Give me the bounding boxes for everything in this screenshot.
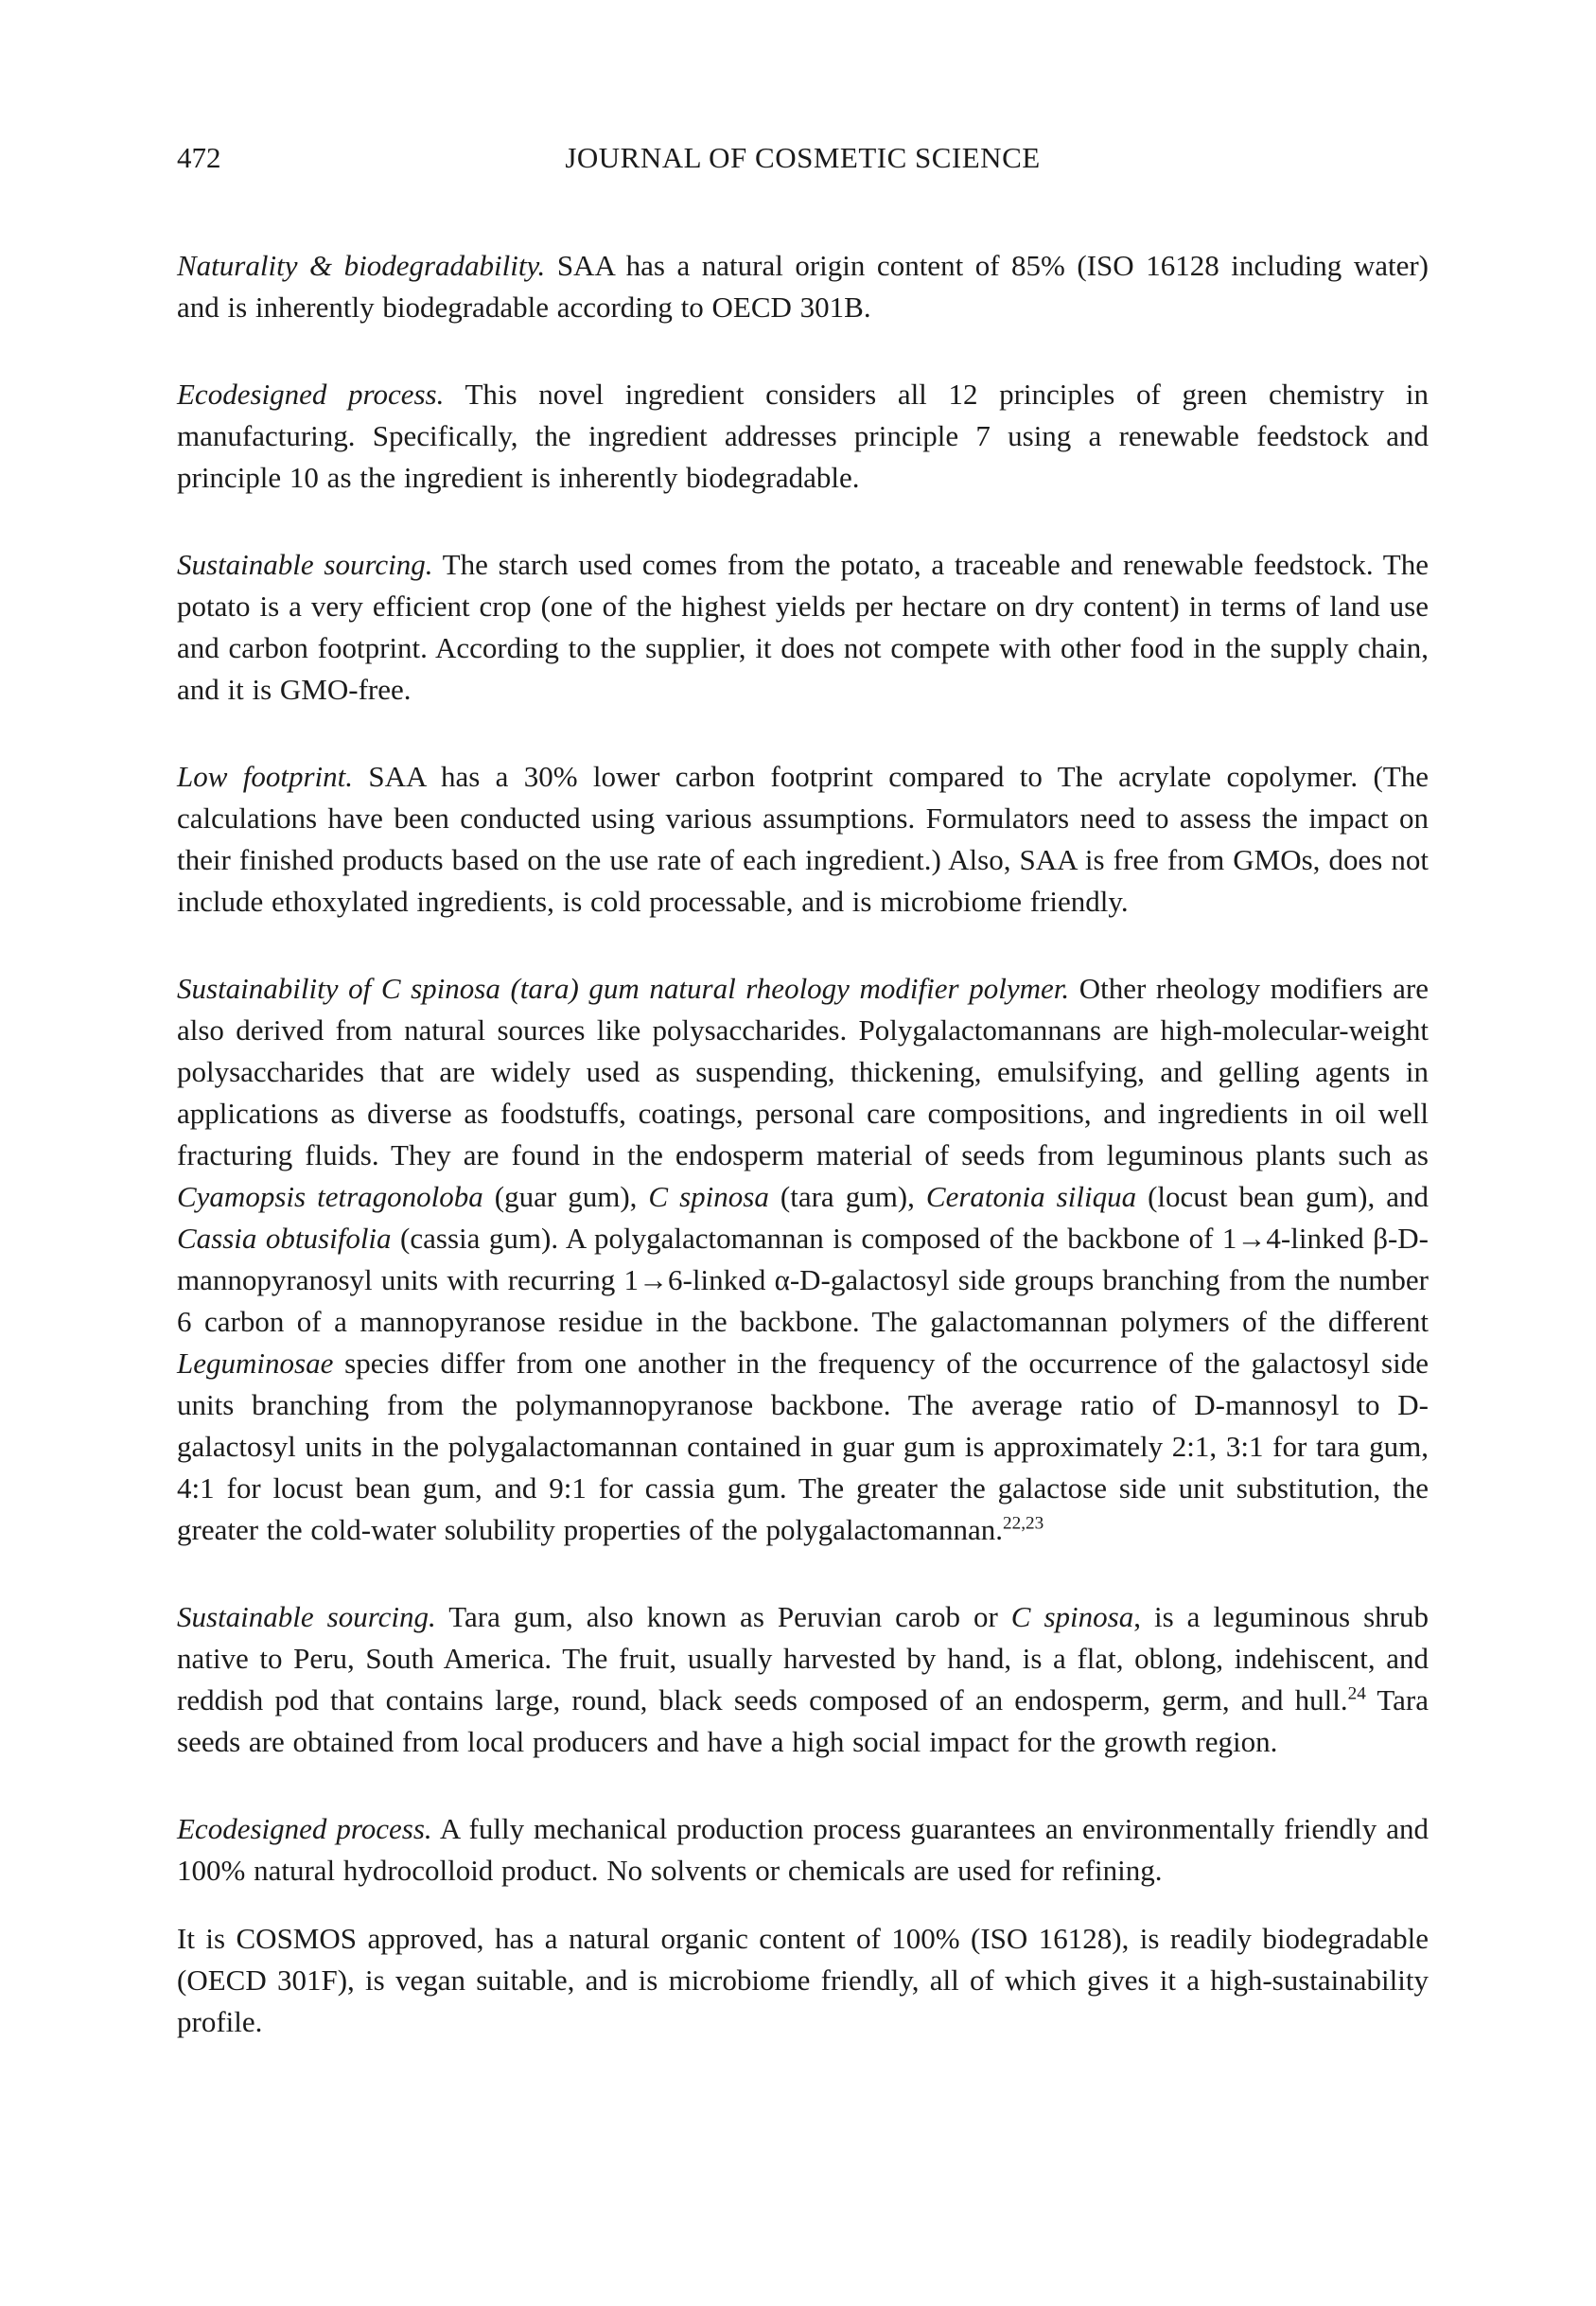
page-number: 472	[177, 141, 221, 174]
paragraph-sustainable-sourcing-tara-segment: 24	[1347, 1683, 1366, 1704]
paragraph-ecodesigned-process-tara-segment: A fully mechanical production process guarantees an environmentally friendly and 100% natural hydrocolloid product. No solvents or chemicals are used for refining.	[177, 1812, 1429, 1887]
article-body	[177, 245, 1429, 2043]
paragraph-sustainable-sourcing-tara-segment: Tara seeds are obtained from local producers and have a high social impact for the growth region.	[177, 1683, 1429, 1758]
running-head	[177, 139, 1429, 177]
paragraph-sustainable-sourcing-starch-segment: The starch used comes from the potato, a traceable and renewable feedstock. The potato is a very efficient crop (one of the highest yields per hectare on dry content) in terms of land use and carbon footprint. According to the supplier, it does not compete with other food in the supply chain, and it is GMO-free.	[177, 548, 1429, 706]
journal-title: JOURNAL OF COSMETIC SCIENCE	[565, 141, 1041, 174]
paragraph-sustainability-tara-gum-segment: (tara gum),	[768, 1180, 926, 1213]
paragraph-low-footprint-segment: SAA has a 30% lower carbon footprint compared to The acrylate copolymer. (The calculations have been conducted using various assumptions. Formulators need to assess the impact on their finished products based on the use rate of each ingredient.) Also, SAA is free from GMOs, does not include ethoxylated ingredients, is cold processable, and is microbiome friendly.	[177, 760, 1429, 918]
paragraph-naturality-biodegradability-segment: Naturality & biodegradability.	[177, 249, 546, 282]
paragraph-low-footprint-segment: Low footprint.	[177, 760, 354, 793]
paragraph-sustainability-tara-gum-segment: (locust bean gum), and	[1136, 1180, 1429, 1213]
paragraph-sustainability-tara-gum-segment: Ceratonia siliqua	[925, 1180, 1137, 1213]
paragraph-sustainability-tara-gum-segment: Sustainability of C spinosa (tara) gum natural rheology modifier polymer.	[177, 972, 1070, 1005]
paragraph-cosmos-approved-segment: It is COSMOS approved, has a natural organic content of 100% (ISO 16128), is readily biodegradable (OECD 301F), is vegan suitable, and is microbiome friendly, all of which gives it a high-sustainability profile.	[177, 1922, 1429, 2038]
paragraph-sustainable-sourcing-starch	[177, 544, 1429, 711]
paragraph-ecodesigned-process-saa-segment: Ecodesigned process.	[177, 378, 445, 411]
paragraph-sustainability-tara-gum-segment: (cassia gum). A polygalactomannan is composed of the backbone of 1→4-linked β-D-mannopyranosyl units with recurring 1→6-linked α-D-galactosyl side groups branching from the number 6 carbon of a mannopyranose residue in the backbone. The galactomannan polymers of the different	[177, 1222, 1429, 1338]
paragraph-sustainability-tara-gum-segment: species differ from one another in the frequency of the occurrence of the galactosyl side units branching from the polymannopyranose backbone. The average ratio of D-mannosyl to D-galactosyl units in the polygalactomannan contained in guar gum is approximately 2:1, 3:1 for tara gum, 4:1 for locust bean gum, and 9:1 for cassia gum. The greater the galactose side unit substitution, the greater the cold-water solubility properties of the polygalactomannan.	[177, 1347, 1429, 1546]
paragraph-sustainability-tara-gum-segment: Cyamopsis tetragonoloba	[177, 1180, 483, 1213]
paragraph-ecodesigned-process-tara-segment: Ecodesigned process.	[177, 1812, 432, 1845]
paragraph-sustainability-tara-gum	[177, 968, 1429, 1551]
paragraph-sustainable-sourcing-tara	[177, 1596, 1429, 1763]
paragraph-sustainable-sourcing-tara-segment: Tara gum, also known as Peruvian carob or	[435, 1600, 1011, 1633]
paragraph-low-footprint	[177, 756, 1429, 923]
paragraph-naturality-biodegradability	[177, 245, 1429, 328]
paragraph-sustainable-sourcing-tara-segment: , is a leguminous shrub native to Peru, South America. The fruit, usually harvested by hand, is a flat, oblong, indehiscent, and reddish pod that contains large, round, black seeds composed of an endosperm, germ, and hull.	[177, 1600, 1429, 1716]
paragraph-sustainability-tara-gum-segment: C spinosa	[648, 1180, 769, 1213]
paragraph-ecodesigned-process-saa-segment: This novel ingredient considers all 12 principles of green chemistry in manufacturing. Specifically, the ingredient addresses principle 7 using a renewable feedstock and principle 10 as the ingredient is inherently biodegradable.	[177, 378, 1429, 494]
paragraph-naturality-biodegradability-segment: SAA has a natural origin content of 85% (ISO 16128 including water) and is inherently biodegradable according to OECD 301B.	[177, 249, 1429, 324]
paragraph-sustainability-tara-gum-segment: Cassia obtusifolia	[177, 1222, 392, 1255]
paragraph-ecodesigned-process-saa	[177, 374, 1429, 499]
paragraph-sustainable-sourcing-starch-segment: Sustainable sourcing.	[177, 548, 433, 581]
paragraph-sustainability-tara-gum-segment: Leguminosae	[177, 1347, 334, 1380]
paragraph-sustainable-sourcing-tara-segment: Sustainable sourcing.	[177, 1600, 436, 1633]
paragraph-sustainability-tara-gum-segment: (guar gum),	[482, 1180, 649, 1213]
paragraph-sustainable-sourcing-tara-segment: C spinosa	[1010, 1600, 1134, 1633]
paragraph-sustainability-tara-gum-segment: Other rheology modifiers are also derived from natural sources like polysaccharides. Polygalactomannans are high-molecular-weight polysaccharides that are widely used as suspending, thickening, emulsifying, and gelling agents in applications as diverse as foodstuffs, coatings, personal care compositions, and ingredients in oil well fracturing fluids. They are found in the endosperm material of seeds from leguminous plants such as	[177, 972, 1429, 1171]
paragraph-ecodesigned-process-tara	[177, 1808, 1429, 1892]
paragraph-sustainability-tara-gum-segment: 22,23	[1002, 1513, 1044, 1534]
paragraph-cosmos-approved	[177, 1918, 1429, 2043]
